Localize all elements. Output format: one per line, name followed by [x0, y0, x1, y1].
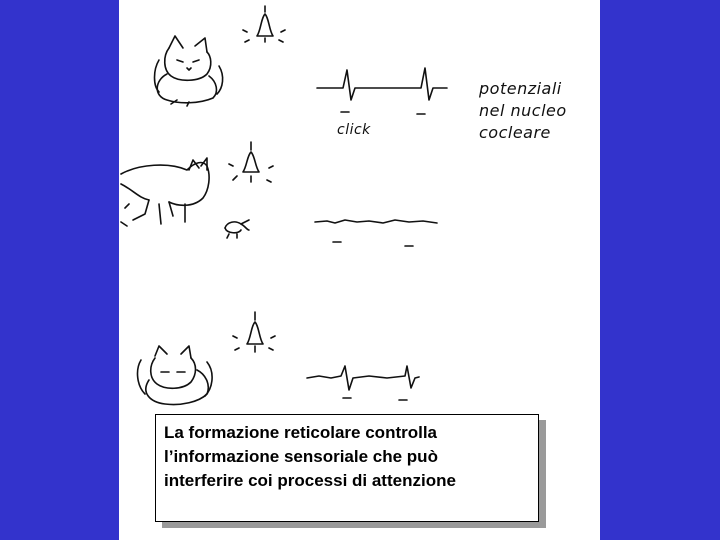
- caption-box: [155, 414, 539, 522]
- cat-sleeping-icon: [138, 346, 213, 405]
- caption-text: La formazione reticolare controlla l’informazione sensoriale che può interferire coi processi di attenzione: [164, 423, 456, 490]
- cat-sitting-icon: [155, 36, 223, 106]
- neural-trace-1: [317, 68, 447, 100]
- neural-trace-2: [315, 220, 437, 223]
- bell-icon: [243, 6, 285, 42]
- cat-walking-icon: [121, 158, 209, 226]
- click-label: click: [337, 122, 371, 138]
- mouse-icon: [225, 220, 249, 238]
- click-mark-1: [341, 112, 425, 114]
- potentials-label: potenziali nel nucleo cocleare: [479, 79, 567, 142]
- bell-icon-3: [233, 312, 275, 352]
- bell-icon-2: [229, 142, 273, 182]
- neural-trace-3: [307, 366, 419, 390]
- click-mark-2: [333, 242, 413, 246]
- click-mark-3: [343, 398, 407, 400]
